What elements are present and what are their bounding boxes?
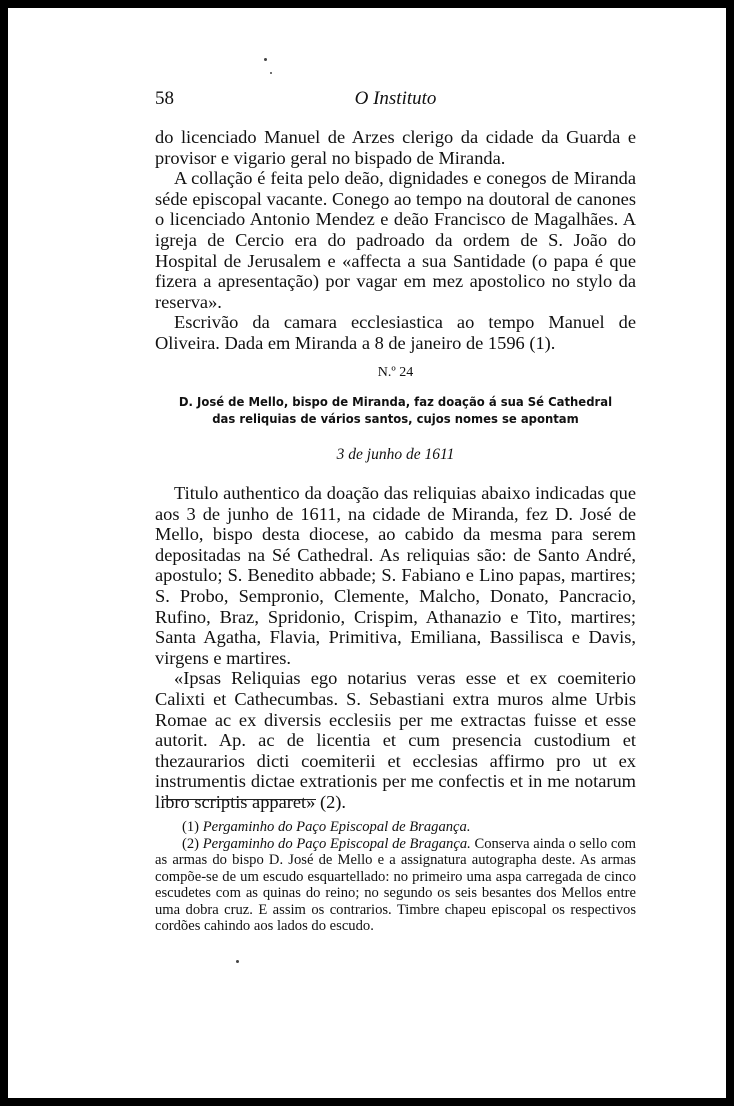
footnote-divider	[163, 799, 316, 800]
document-heading-line: D. José de Mello, bispo de Miranda, faz doação á sua Sé Cathedral	[178, 394, 613, 409]
footnote-source: Pergaminho do Paço Episcopal de Bragança.	[202, 819, 471, 835]
paper-speck	[264, 58, 267, 61]
page-number: 58	[155, 88, 174, 109]
document-date: 3 de junho de 1611	[336, 446, 455, 463]
footnote-text: Conserva ainda o sello com as armas do bispo D. José de Mello e a assignatura autographa deste. As armas compõe-se de um escudo esquartellado: no primeiro uma aspa carregada de cinco escudetes com as quinas do reino; no segundo os seis besantes dos Mellos entre uma dobra cruz. E assim os contrarios. Timbre chapeu episcopal os respectivos cordões cahindo aos lados do escudo.	[155, 835, 636, 934]
text-block-continuation	[155, 127, 636, 354]
book-page	[8, 8, 726, 1098]
running-title: O Instituto	[354, 88, 437, 109]
paragraph: Escrivão da camara ecclesiastica ao tempo Manuel de Oliveira. Dada em Miranda a 8 de janeiro de 1596 (1).	[155, 312, 636, 353]
paper-speck	[270, 72, 272, 74]
footnote-number: (2)	[182, 835, 200, 852]
paragraph: «Ipsas Reliquias ego notarius veras esse et ex coemiterio Calixti et Cathecumbas. S. Sebastiani extra muros alme Urbis Romae ac ex diversis ecclesiis per me extractas fuisse et esse autorit. Ap. ac de licentia et cum presencia custodium et thezaurarios dicti coemiterii et ecclesias affirmo pro ut ex instrumentis dictae extrationis per me confectis et in me notarum libro scriptis apparet» (2).	[155, 668, 636, 812]
text-block-document	[155, 483, 636, 813]
document-heading-line: das reliquias de vários santos, cujos nomes se apontam	[212, 411, 579, 426]
footnote	[155, 819, 636, 836]
paragraph: Titulo authentico da doação das reliquias abaixo indicadas que aos 3 de junho de 1611, na cidade de Miranda, fez D. José de Mello, bispo desta diocese, ao cabido da mesma para serem depositadas na Sé Cathedral. As reliquias são: de Santo André, apostulo; S. Benedito abbade; S. Fabiano e Lino papas, martires; S. Probo, Sempronio, Clemente, Malcho, Donato, Pancracio, Rufino, Braz, Spridonio, Crispim, Athanazio e Tito, martires; Santa Agatha, Flavia, Primitiva, Emiliana, Bassilisca e Davis, virgens e martires.	[155, 483, 636, 668]
paragraph: A collação é feita pelo deão, dignidades e conegos de Miranda séde episcopal vacante. Conego ao tempo na doutoral de canones o licenciado Antonio Mendez e deão Francisco de Magalhães. A igreja de Cercio era do padroado da ordem de S. João do Hospital de Jerusalem e «affecta a sua Santidade (o papa é que fizera a apresentação) por vagar em mez apostolico no stylo da reserva».	[155, 168, 636, 312]
footnote-source: Pergaminho do Paço Episcopal de Bragança.	[202, 835, 471, 852]
paragraph: do licenciado Manuel de Arzes clerigo da cidade da Guarda e provisor e vigario geral no bispado de Miranda.	[155, 127, 636, 168]
footnotes	[155, 819, 636, 935]
footnote-number: (1)	[182, 819, 200, 835]
document-number: N.º 24	[377, 365, 414, 380]
document-heading	[172, 393, 619, 427]
paper-speck	[236, 960, 239, 963]
footnote	[155, 836, 636, 935]
